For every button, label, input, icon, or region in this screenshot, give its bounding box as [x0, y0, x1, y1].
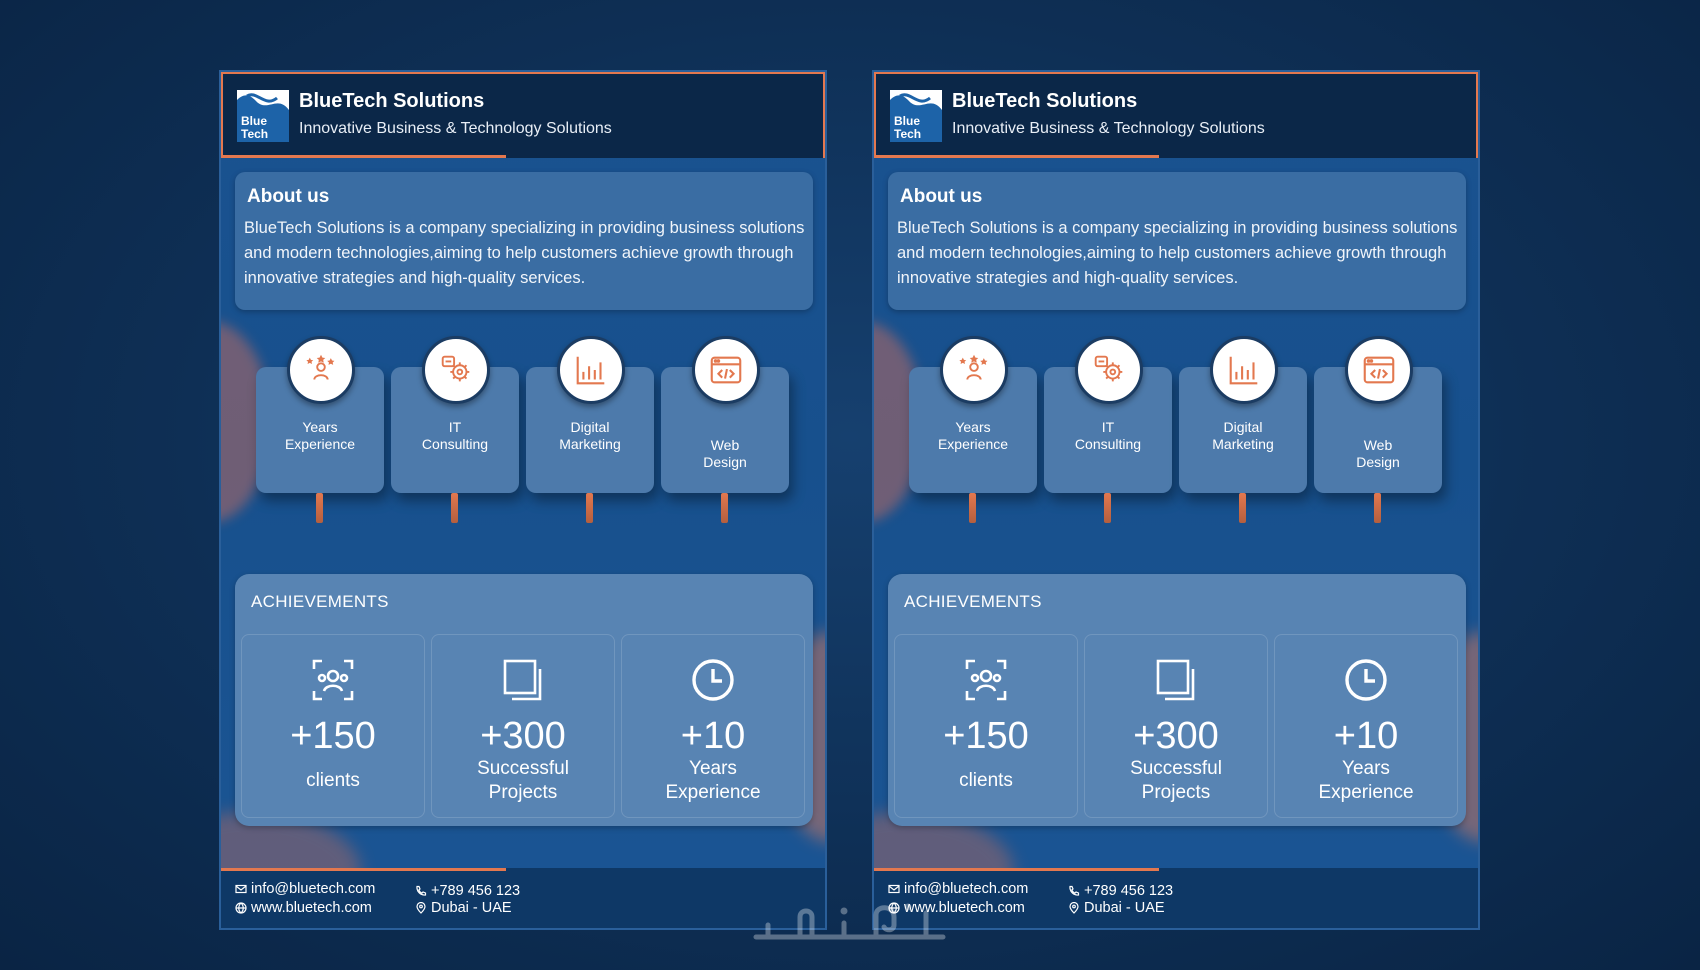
achievements-title: ACHIEVEMENTS — [251, 592, 389, 611]
stat-value: +150 — [290, 715, 376, 757]
brand-tagline: Innovative Business & Technology Solutions — [952, 120, 1265, 137]
stat-label: Successful Projects — [1130, 758, 1222, 803]
frame-border — [874, 72, 876, 158]
service-label: Digital Marketing — [1212, 419, 1274, 452]
mail-icon — [235, 883, 247, 895]
accent-line — [221, 868, 506, 871]
phone-icon — [415, 885, 427, 897]
stat-label: Years Experience — [665, 758, 761, 803]
brand-name: BlueTech Solutions — [952, 90, 1138, 112]
service-stem — [451, 493, 458, 523]
website-text: www.bluetech.com — [904, 900, 1025, 916]
stat-projects — [431, 634, 615, 818]
achievement-person-icon — [287, 336, 355, 404]
frame-border — [221, 72, 223, 158]
watermark-logo — [748, 895, 953, 955]
stat-value: +10 — [680, 715, 746, 757]
achievements-title: ACHIEVEMENTS — [904, 592, 1042, 611]
stat-value: +300 — [1133, 715, 1219, 757]
achievement-person-icon — [940, 336, 1008, 404]
contact-phone — [1068, 883, 1173, 899]
email-text: info@bluetech.com — [251, 881, 376, 897]
brand-name: BlueTech Solutions — [299, 90, 485, 112]
gears-icon — [1075, 336, 1143, 404]
service-stem — [1374, 493, 1381, 523]
stat-years — [621, 634, 805, 818]
stat-projects — [1084, 634, 1268, 818]
service-label: Years Experience — [937, 419, 1009, 452]
location-text: Dubai - UAE — [1084, 900, 1165, 916]
service-stem — [316, 493, 323, 523]
gears-icon — [422, 336, 490, 404]
stat-label: clients — [306, 770, 360, 791]
service-label: Years Experience — [284, 419, 356, 452]
contact-location — [1068, 900, 1165, 916]
service-card-digital-marketing — [526, 367, 654, 493]
contact-location — [415, 900, 512, 916]
about-panel — [235, 172, 813, 310]
bar-chart-icon — [1210, 336, 1278, 404]
service-stem — [969, 493, 976, 523]
service-card-web-design — [1314, 367, 1442, 493]
browser-code-icon — [692, 336, 760, 404]
about-panel — [888, 172, 1466, 310]
service-stem — [1239, 493, 1246, 523]
service-card-web-design — [661, 367, 789, 493]
frame-border — [1476, 72, 1478, 158]
frame-border — [874, 72, 1478, 158]
service-card-digital-marketing — [1179, 367, 1307, 493]
service-card-it-consulting — [1044, 367, 1172, 493]
location-pin-icon — [415, 902, 427, 914]
logo-line2: Tech — [894, 127, 922, 141]
phone-text: +789 456 123 — [431, 883, 521, 899]
contact-website — [235, 900, 372, 916]
stat-value: +150 — [943, 715, 1029, 757]
brand-tagline: Innovative Business & Technology Solutions — [299, 120, 612, 137]
about-title: About us — [247, 186, 330, 207]
logo-line2: Tech — [241, 127, 269, 141]
about-text: BlueTech Solutions is a company specializing in providing business solutions and modern technologies,aiming to help customers achieve growth through innovative strategies and high-quality services. — [244, 219, 805, 287]
mail-icon — [888, 883, 900, 895]
clock-icon — [690, 657, 736, 703]
frame-border — [823, 72, 825, 158]
phone-icon — [1068, 885, 1080, 897]
service-label: IT Consulting — [421, 419, 489, 452]
bar-chart-icon — [557, 336, 625, 404]
flyer-footer — [221, 868, 825, 930]
location-text: Dubai - UAE — [431, 900, 512, 916]
service-label: Digital Marketing — [559, 419, 621, 452]
accent-line — [874, 868, 1159, 871]
stat-clients — [894, 634, 1078, 818]
phone-text: +789 456 123 — [1084, 883, 1174, 899]
projects-icon — [500, 657, 546, 703]
email-text: info@bluetech.com — [904, 881, 1029, 897]
contact-phone — [415, 883, 520, 899]
logo-line1: Blue — [894, 114, 921, 128]
stat-value: +300 — [480, 715, 566, 757]
stat-value: +10 — [1333, 715, 1399, 757]
location-pin-icon — [1068, 902, 1080, 914]
clock-icon — [1343, 657, 1389, 703]
logo-line1: Blue — [241, 114, 268, 128]
stat-label: Years Experience — [1318, 758, 1414, 803]
browser-code-icon — [1345, 336, 1413, 404]
frame-border — [221, 72, 825, 158]
users-icon — [963, 657, 1009, 703]
stat-years — [1274, 634, 1458, 818]
users-icon — [310, 657, 356, 703]
about-title: About us — [900, 186, 983, 207]
service-label: Web Design — [1356, 437, 1400, 470]
flyer-footer — [874, 868, 1478, 930]
projects-icon — [1153, 657, 1199, 703]
service-stem — [586, 493, 593, 523]
stat-clients — [241, 634, 425, 818]
contact-email — [235, 881, 375, 897]
globe-icon — [235, 902, 247, 914]
achievements-panel — [888, 574, 1466, 826]
service-card-years-experience — [909, 367, 1037, 493]
stat-label: clients — [959, 770, 1013, 791]
flyer-left — [219, 70, 827, 930]
service-label: IT Consulting — [1074, 419, 1142, 452]
service-label: Web Design — [703, 437, 747, 470]
service-card-years-experience — [256, 367, 384, 493]
website-text: www.bluetech.com — [251, 900, 372, 916]
stat-label: Successful Projects — [477, 758, 569, 803]
service-stem — [1104, 493, 1111, 523]
about-text: BlueTech Solutions is a company specializing in providing business solutions and modern technologies,aiming to help customers achieve growth through innovative strategies and high-quality services. — [897, 219, 1458, 287]
service-card-it-consulting — [391, 367, 519, 493]
achievements-panel — [235, 574, 813, 826]
flyer-right — [872, 70, 1480, 930]
service-stem — [721, 493, 728, 523]
